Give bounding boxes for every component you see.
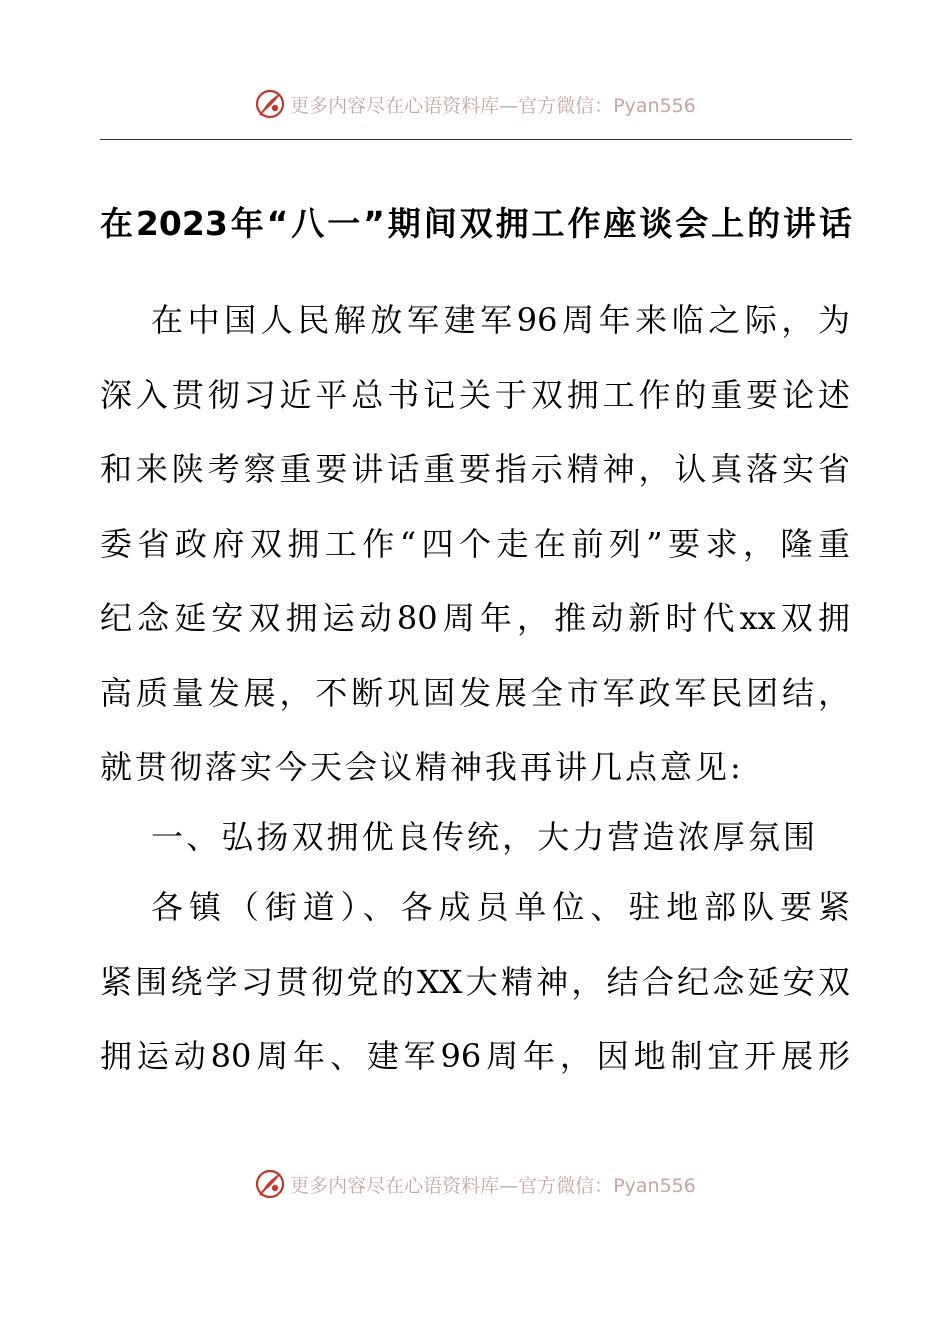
section-heading-1: 一、弘扬双拥优良传统，大力营造浓厚氛围 xyxy=(151,818,815,856)
watermark-wechat-id: Pyan556 xyxy=(613,1174,696,1197)
body-line-5: 纪念延安双拥运动80周年，推动新时代xx双拥 xyxy=(100,599,850,637)
body-line-4: 委省政府双拥工作“四个走在前列”要求，隆重 xyxy=(100,525,850,563)
body-line-6: 高质量发展，不断巩固发展全市军政军民团结， xyxy=(100,674,850,712)
body-line-9: 紧围绕学习贯彻党的XX大精神，结合纪念延安双 xyxy=(100,963,850,1001)
body-line-10: 拥运动80周年、建军96周年，因地制宜开展形 xyxy=(100,1037,850,1075)
body-line-3: 和来陕考察重要讲话重要指示精神，认真落实省 xyxy=(100,450,850,488)
body-line-1: 在中国人民解放军建军96周年来临之际，为 xyxy=(151,301,850,339)
quill-logo-icon xyxy=(254,1168,286,1200)
watermark-suffix: 官方微信： xyxy=(518,1174,614,1197)
watermark-suffix: 官方微信： xyxy=(518,94,614,117)
watermark-footer xyxy=(0,1164,950,1204)
watermark-site: 更多内容尽在心语资料库 xyxy=(290,1174,500,1197)
watermark-separator: — xyxy=(499,1174,519,1197)
watermark-wechat-id: Pyan556 xyxy=(613,94,696,117)
body-line-2: 深入贯彻习近平总书记关于双拥工作的重要论述 xyxy=(100,376,850,414)
quill-logo-icon xyxy=(254,88,286,120)
watermark-text xyxy=(290,1171,696,1198)
body-line-8: 各镇（街道）、各成员单位、驻地部队要紧 xyxy=(151,888,850,926)
watermark-text xyxy=(290,91,696,118)
watermark-separator: — xyxy=(499,94,519,117)
watermark-header xyxy=(0,84,950,124)
document-title: 在2023年“八一”期间双拥工作座谈会上的讲话 xyxy=(100,204,852,243)
watermark-site: 更多内容尽在心语资料库 xyxy=(290,94,500,117)
body-line-7: 就贯彻落实今天会议精神我再讲几点意见: xyxy=(100,748,744,786)
header-divider xyxy=(100,139,852,140)
